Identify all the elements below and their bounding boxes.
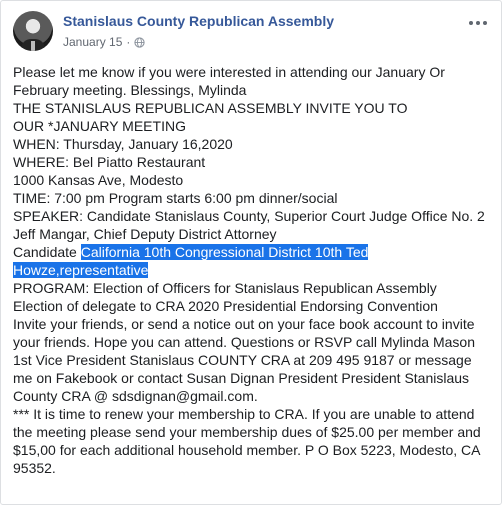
selected-text[interactable]: Howze,representative <box>13 262 149 278</box>
post-text-line: the meeting please send your membership dues of $25.00 per member and <box>13 424 481 440</box>
post-text-line: OUR *JANUARY MEETING <box>13 118 186 134</box>
post-text-line: 1st Vice President Stanislaus COUNTY CRA at 209 495 9187 or message <box>13 352 472 368</box>
post-text-line: PROGRAM: Election of Officers for Stanislaus Republican Assembly <box>13 280 437 296</box>
post-text-line: TIME: 7:00 pm Program starts 6:00 pm dinner/social <box>13 190 338 206</box>
candidate-line <box>13 243 497 261</box>
meta-separator: · <box>126 35 131 49</box>
candidate-line-2 <box>13 261 497 279</box>
post-text-line: *** It is time to renew your membership to CRA. If you are unable to attend <box>13 406 475 422</box>
post-header <box>13 9 489 53</box>
more-options-icon[interactable] <box>467 15 489 31</box>
post-text-line: WHERE: Bel Piatto Restaurant <box>13 154 206 170</box>
more-dot <box>469 21 473 25</box>
post-date[interactable]: January 15 <box>63 35 123 49</box>
globe-icon[interactable] <box>134 37 145 48</box>
post-text-line: County CRA @ sdsdignan@gmail.com. <box>13 388 258 404</box>
selected-text[interactable]: California 10th Congressional District 10th Ted <box>80 244 369 260</box>
post-text-line: Please let me know if you were interested in attending our January Or <box>13 64 445 80</box>
post-text-line: Jeff Mangar, Chief Deputy District Attorney <box>13 226 277 242</box>
candidate-prefix: Candidate <box>13 244 81 260</box>
post-text-line: $15,00 for each additional household member. P O Box 5223, Modesto, CA <box>13 442 481 458</box>
post-text-line: SPEAKER: Candidate Stanislaus County, Superior Court Judge Office No. 2 <box>13 208 485 224</box>
avatar-tie <box>31 41 35 51</box>
post-text-line: Invite your friends, or send a notice out on your face book account to invite <box>13 316 475 332</box>
post-meta <box>63 35 145 49</box>
more-dot <box>483 21 487 25</box>
post-text-line: 1000 Kansas Ave, Modesto <box>13 172 184 188</box>
page-name-link[interactable]: Stanislaus County Republican Assembly <box>63 13 334 29</box>
post-text-line: me on Fakebook or contact Susan Dignan President President Stanislaus <box>13 370 470 386</box>
more-dot <box>476 21 480 25</box>
post-text-line: Election of delegate to CRA 2020 Presidential Endorsing Convention <box>13 298 438 314</box>
post-text-line: your friends. Hope you can attend. Questions or RSVP call Mylinda Mason <box>13 334 475 350</box>
post-text-line: February meeting. Blessings, Mylinda <box>13 82 247 98</box>
post-body <box>13 63 497 477</box>
page-avatar[interactable] <box>13 11 53 51</box>
post-text-line: 95352. <box>13 460 56 476</box>
post-text-line: WHEN: Thursday, January 16,2020 <box>13 136 233 152</box>
post-text-line: THE STANISLAUS REPUBLICAN ASSEMBLY INVITE YOU TO <box>13 100 408 116</box>
